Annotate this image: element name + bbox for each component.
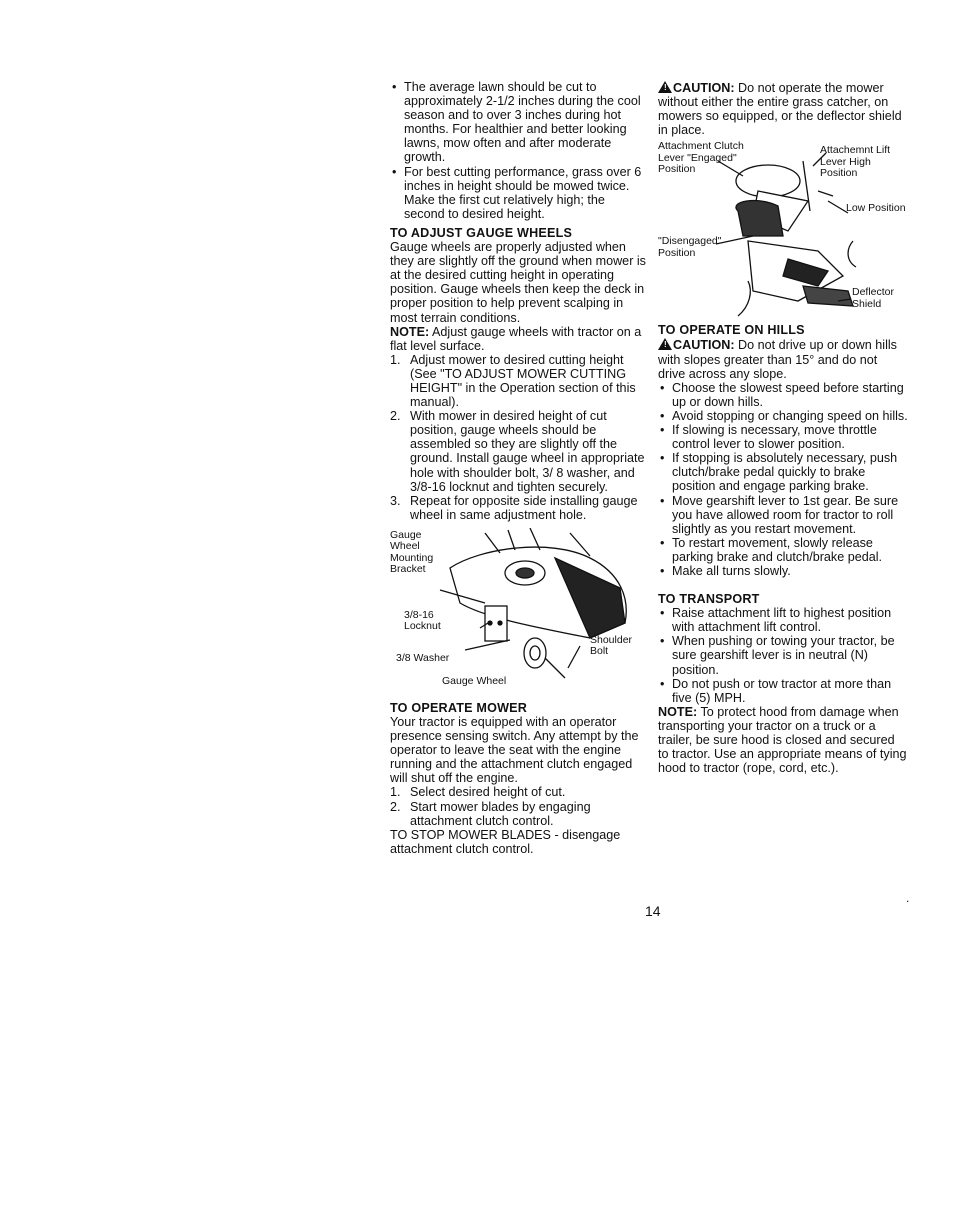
list-item: • Avoid stopping or changing speed on hills. bbox=[658, 409, 908, 423]
list-item: • Move gearshift lever to 1st gear. Be sure you have allowed room for tractor to roll slightly as you restart movement. bbox=[658, 494, 908, 536]
caution-label: CAUTION: bbox=[673, 338, 735, 353]
label-disengaged: "Disengaged" Position bbox=[658, 235, 722, 259]
caution-deflector bbox=[658, 80, 908, 137]
left-column bbox=[390, 80, 648, 856]
gauge-wheels-note bbox=[390, 325, 648, 353]
list-item: • Raise attachment lift to highest position with attachment lift control. bbox=[658, 606, 908, 634]
list-item: • To restart movement, slowly release parking brake and clutch/brake pedal. bbox=[658, 536, 908, 564]
gauge-wheel-figure bbox=[390, 528, 648, 696]
label-clutch-engaged: Attachment Clutch Lever "Engaged" Position bbox=[658, 140, 744, 176]
note-label: NOTE: bbox=[658, 704, 698, 719]
label-low-position: Low Position bbox=[846, 202, 906, 215]
hills-heading: TO OPERATE ON HILLS bbox=[658, 323, 805, 338]
step-text: With mower in desired height of cut position, gauge wheels should be assembled so they are slightly off the ground. Install gauge wheel in appropriate hole with shoulder bolt, 3/ 8 washer, and 3/8-16 locknut and tighten securely. bbox=[410, 409, 645, 494]
step-text: Select desired height of cut. bbox=[410, 785, 566, 800]
step-number: 1. bbox=[390, 352, 401, 367]
list-item bbox=[390, 800, 648, 828]
label-washer: 3/8 Washer bbox=[396, 651, 450, 664]
list-item: • Choose the slowest speed before starting up or down hills. bbox=[658, 381, 908, 409]
stop-mower-blades: TO STOP MOWER BLADES - disengage attachment clutch control. bbox=[390, 827, 621, 856]
note-text: Adjust gauge wheels with tractor on a flat level surface. bbox=[390, 324, 642, 353]
caution-triangle-icon: ! bbox=[658, 338, 672, 350]
list-item bbox=[390, 494, 648, 522]
transport-note bbox=[658, 705, 908, 775]
list-item: • If stopping is absolutely necessary, push clutch/brake pedal quickly to brake position and engage parking brake. bbox=[658, 451, 908, 493]
transport-heading: TO TRANSPORT bbox=[658, 592, 760, 607]
caution-text: Do not drive up or down hills with slopes greater than 15° and do not drive across any slope. bbox=[658, 338, 897, 381]
caution-text: Do not operate the mower without either the entire grass catcher, on mowers so equipped, or the deflector shield in place. bbox=[658, 81, 902, 138]
list-item: • Make all turns slowly. bbox=[658, 564, 908, 578]
caution-triangle-icon: ! bbox=[658, 81, 672, 93]
hills-list bbox=[658, 381, 908, 578]
tractor-figure bbox=[658, 141, 908, 323]
step-number: 1. bbox=[390, 785, 401, 800]
list-item: • Do not push or tow tractor at more than five (5) MPH. bbox=[658, 677, 908, 705]
list-item: • For best cutting performance, grass over 6 inches in height should be mowed twice. Make the first cut relatively high; the second to desired height. bbox=[390, 165, 648, 221]
step-number: 3. bbox=[390, 493, 401, 508]
label-locknut: 3/8-16 Locknut bbox=[404, 608, 441, 633]
caution-label: CAUTION: bbox=[673, 81, 735, 95]
step-number: 2. bbox=[390, 409, 401, 424]
step-number: 2. bbox=[390, 799, 401, 814]
label-lift-high: Attachemnt Lift Lever High Position bbox=[820, 144, 891, 180]
caution-hills bbox=[658, 337, 908, 380]
label-deflector: Deflector Shield bbox=[852, 286, 895, 310]
list-item: • If slowing is necessary, move throttle control lever to slower position. bbox=[658, 423, 908, 451]
page-number: 14 bbox=[645, 903, 661, 919]
step-text: Start mower blades by engaging attachment clutch control. bbox=[410, 799, 591, 828]
step-text: Adjust mower to desired cutting height (See "TO ADJUST MOWER CUTTING HEIGHT" in the Operation section of this manual). bbox=[410, 352, 636, 410]
list-item bbox=[390, 785, 648, 799]
label-shoulder-bolt: Shoulder Bolt bbox=[590, 633, 633, 658]
mowing-tips-list bbox=[390, 80, 648, 221]
label-mounting-bracket: Gauge Wheel Mounting Bracket bbox=[390, 528, 434, 576]
list-item: • When pushing or towing your tractor, be sure gearshift lever is in neutral (N) position. bbox=[658, 634, 908, 676]
list-item: • The average lawn should be cut to approximately 2-1/2 inches during the cool season and to over 3 inches during hot months. For healthier and better looking lawns, mow often and after moderate growth. bbox=[390, 80, 648, 165]
note-label: NOTE: bbox=[390, 324, 430, 339]
gauge-wheels-steps bbox=[390, 353, 648, 522]
operate-mower-intro: Your tractor is equipped with an operator presence sensing switch. Any attempt by the operator to leave the seat with the engine running and the attachment clutch engaged will shut off the engine. bbox=[390, 715, 639, 786]
operate-mower-steps bbox=[390, 785, 648, 827]
step-text: Repeat for opposite side installing gauge wheel in same adjustment hole. bbox=[410, 493, 638, 522]
list-item bbox=[390, 353, 648, 409]
stray-mark: . bbox=[906, 891, 910, 905]
gauge-wheels-heading: TO ADJUST GAUGE WHEELS bbox=[390, 225, 573, 240]
list-item bbox=[390, 409, 648, 494]
right-column bbox=[658, 80, 908, 775]
transport-list bbox=[658, 606, 908, 705]
note-text: To protect hood from damage when transporting your tractor on a truck or a trailer, be sure hood is closed and secured to tractor. Use an appropriate means of tying hood to tractor (rope, cord, etc.). bbox=[658, 704, 907, 776]
operate-mower-heading: TO OPERATE MOWER bbox=[390, 700, 528, 715]
label-gauge-wheel: Gauge Wheel bbox=[442, 674, 507, 687]
gauge-wheels-intro: Gauge wheels are properly adjusted when they are slightly off the ground when mower is at the desired cutting height in operating position. Gauge wheels then keep the deck in proper position to help prevent scalping in most terrain conditions. bbox=[390, 240, 646, 325]
